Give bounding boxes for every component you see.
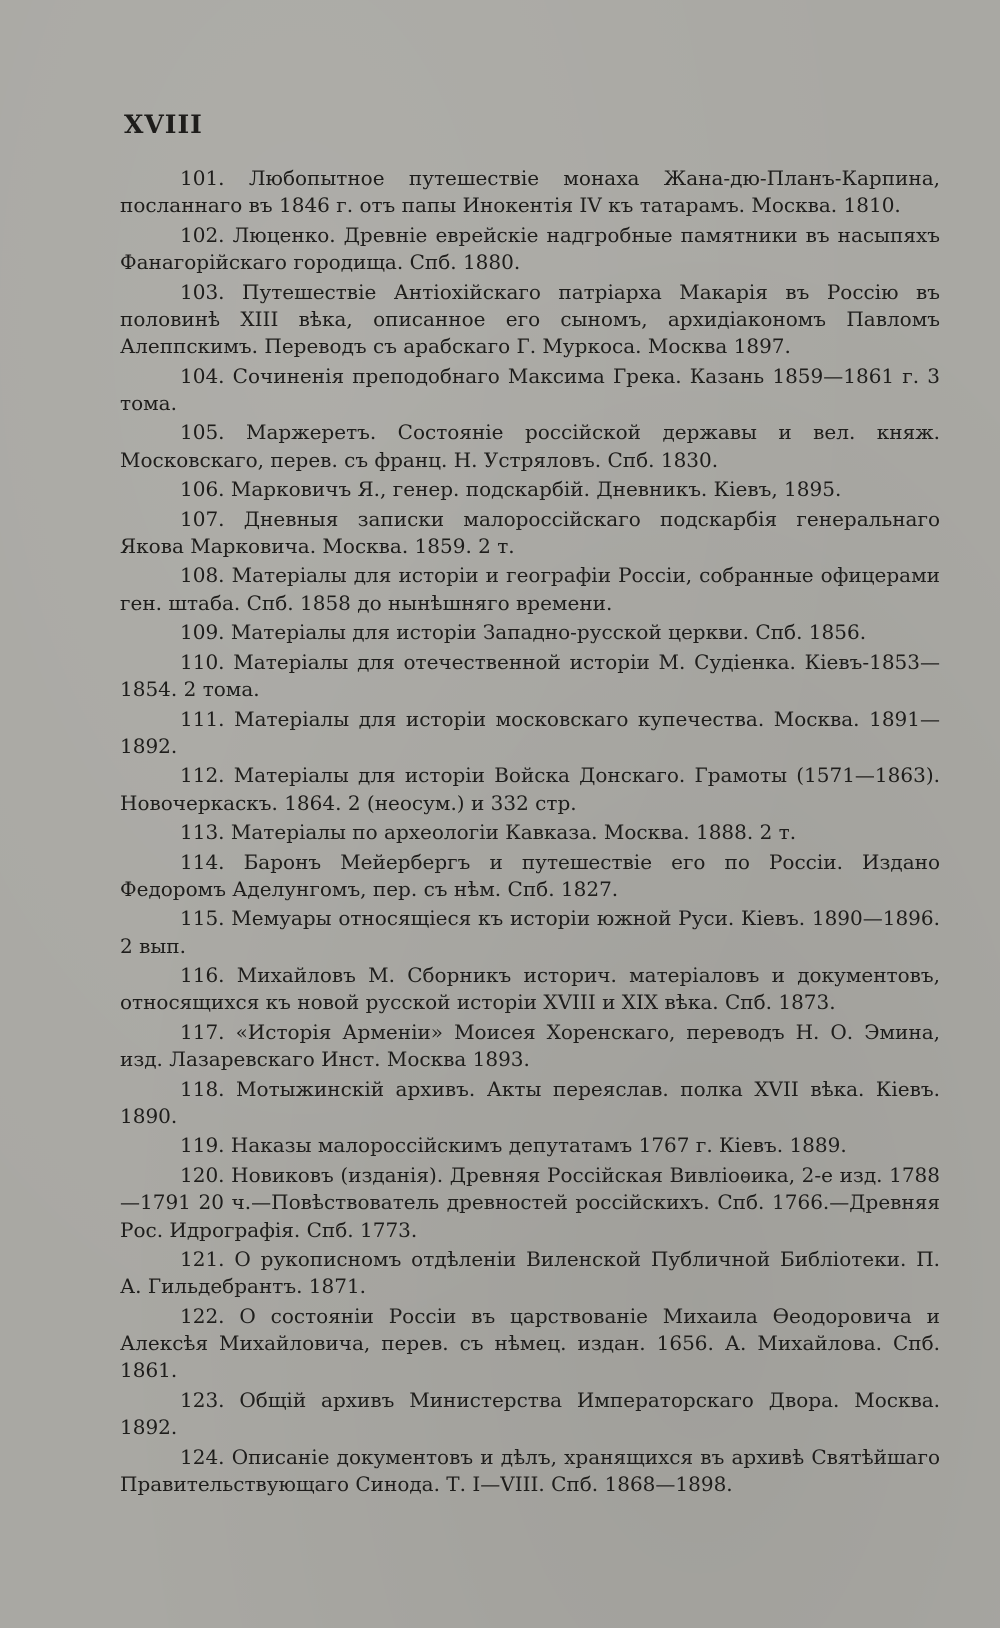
bibliography-entry-117: 117. «Исторія Арменіи» Моисея Хоренскаго, переводъ Н. О. Эмина, изд. Лазаревскаго Инст. Москва 1893. [120, 1019, 940, 1072]
bibliography-entry-111: 111. Матеріалы для исторіи московскаго купечества. Москва. 1891—1892. [120, 706, 940, 758]
bibliography-entry-123: 123. Общій архивъ Министерства Императорскаго Двора. Москва. 1892. [120, 1387, 940, 1440]
bibliography-entry-114: 114. Баронъ Мейербергъ и путешествіе его по Россіи. Издано Федоромъ Аделунгомъ, пер. съ нѣм. Спб. 1827. [120, 849, 940, 901]
bibliography-entry-112: 112. Матеріалы для исторіи Войска Донскаго. Грамоты (1571—1863). Новочеркаскъ. 1864. 2 (неосум.) и 332 стр. [120, 763, 940, 815]
bibliography-entry-113: 113. Матеріалы по археологіи Кавказа. Москва. 1888. 2 т. [180, 820, 797, 845]
bibliography-entry-110: 110. Матеріалы для отечественной исторіи М. Судіенка. Кіевъ-1853—1854. 2 тома. [120, 649, 940, 702]
bibliography-entry-124: 124. Описаніе документовъ и дѣлъ, хранящихся въ архивѣ Святѣйшаго Правительствующаго Синода. Т. I—VIII. Спб. 1868—1898. [120, 1444, 940, 1496]
bibliography-entry-107: 107. Дневныя записки малороссійскаго подскарбія генеральнаго Якова Марковича. Москва. 1859. 2 т. [120, 506, 940, 558]
bibliography-entry-116: 116. Михайловъ М. Сборникъ историч. матеріаловъ и документовъ, относящихся къ новой русской исторіи XVIII и XIX вѣка. Спб. 1873. [120, 963, 940, 1015]
bibliography-entry-121: 121. О рукописномъ отдѣленіи Виленской Публичной Библіотеки. П. А. Гильдебрантъ. 1871. [120, 1247, 940, 1299]
bibliography-entry-103: 103. Путешествіе Антіохійскаго патріарха Макарія въ Россію въ половинѣ XIII вѣка, описанное его сыномъ, архидіакономъ Павломъ Алеппскимъ. Переводъ съ арабскаго Г. Муркоса. Москва 1897. [120, 279, 940, 359]
bibliography-list [120, 165, 940, 1498]
bibliography-entry-104: 104. Сочиненія преподобнаго Максима Грека. Казань 1859—1861 г. 3 тома. [120, 363, 940, 415]
page-number: XVIII [124, 110, 203, 139]
bibliography-entry-122: 122. О состояніи Россіи въ царствованіе Михаила Ѳеодоровича и Алексѣя Михайловича, перев. съ нѣмец. издан. 1656. А. Михайлова. Спб. 1861. [120, 1303, 940, 1383]
bibliography-entry-102: 102. Люценко. Древніе еврейскіе надгробные памятники въ насыпяхъ Фанагорійскаго городища. Спб. 1880. [120, 222, 940, 275]
bibliography-entry-115: 115. Мемуары относящіеся къ исторіи южной Руси. Кіевъ. 1890—1896. 2 вып. [120, 906, 940, 958]
bibliography-entry-106: 106. Марковичъ Я., генер. подскарбій. Дневникъ. Кіевъ, 1895. [180, 477, 842, 502]
bibliography-entry-109: 109. Матеріалы для исторіи Западно-русской церкви. Спб. 1856. [180, 620, 867, 645]
bibliography-entry-101: 101. Любопытное путешествіе монаха Жана-дю-Планъ-Карпина, посланнаго въ 1846 г. отъ папы Инокентія IV къ татарамъ. Москва. 1810. [120, 166, 940, 218]
bibliography-entry-119: 119. Наказы малороссійскимъ депутатамъ 1767 г. Кіевъ. 1889. [180, 1133, 847, 1158]
bibliography-entry-105: 105. Маржеретъ. Состояніе россійской державы и вел. княж. Московскаго, перев. съ франц. Н. Устряловъ. Спб. 1830. [120, 420, 940, 472]
bibliography-entry-120: 120. Новиковъ (изданія). Древняя Россійская Вивліоѳика, 2-е изд. 1788—1791 20 ч.—Повѣствователь древностей россійскихъ. Спб. 1766.—Древняя Рос. Идрографія. Спб. 1773. [120, 1162, 940, 1242]
bibliography-entry-118: 118. Мотыжинскій архивъ. Акты переяслав. полка XVII вѣка. Кіевъ. 1890. [120, 1076, 940, 1128]
bibliography-entry-108: 108. Матеріалы для исторіи и географіи Россіи, собранные офицерами ген. штаба. Спб. 1858 до нынѣшняго времени. [120, 563, 940, 615]
